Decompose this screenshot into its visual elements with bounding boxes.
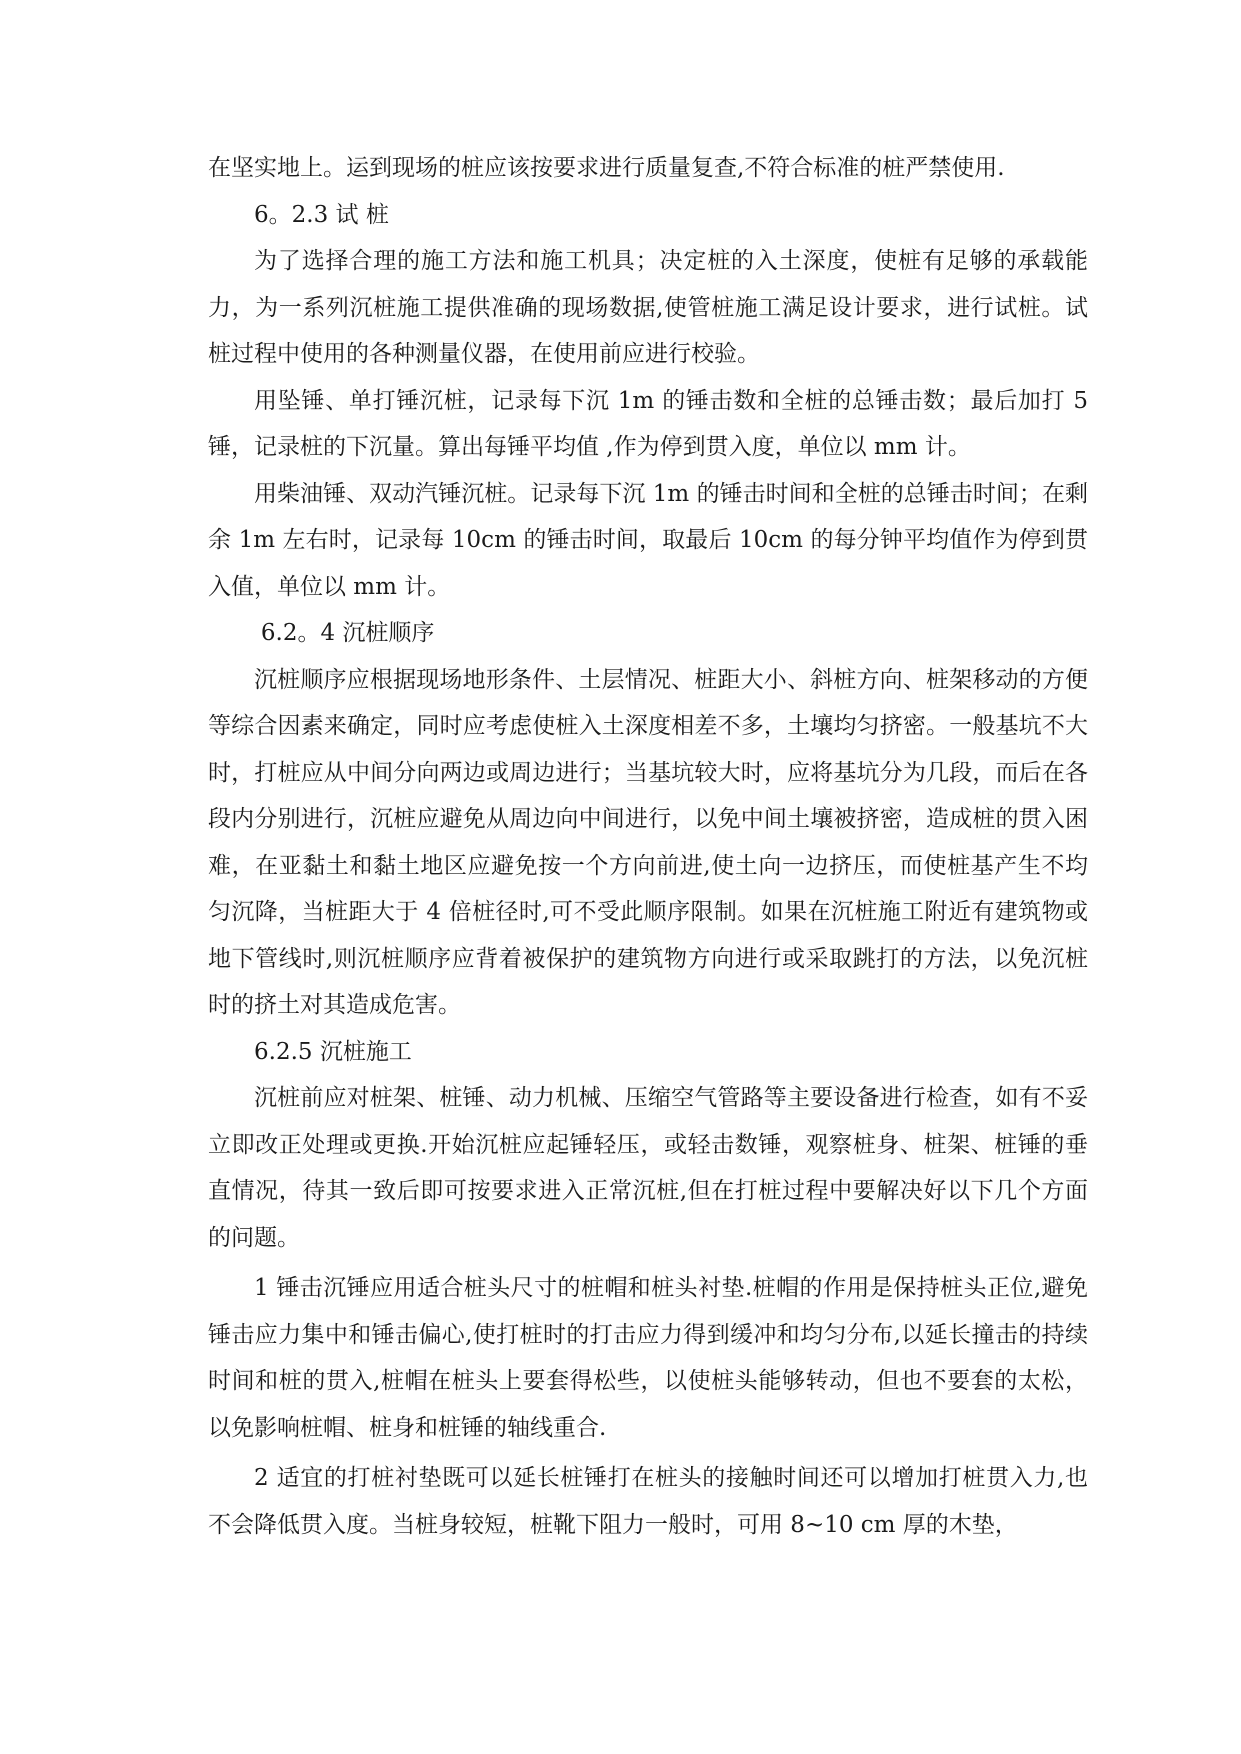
paragraph-pile-construction: 沉桩前应对桩架、桩锤、动力机械、压缩空气管路等主要设备进行检查，如有不妥立即改正处理或更换.开始沉桩应起锤轻压，或轻击数锤，观察桩身、桩架、桩锤的垂直情况，待其一致后即可按要求进入正常沉桩,但在打桩过程中要解决好以下几个方面的问题。	[208, 1085, 1088, 1251]
paragraph-pile-order: 沉桩顺序应根据现场地形条件、土层情况、桩距大小、斜桩方向、桩架移动的方便等综合因素来确定，同时应考虑使桩入土深度相差不多，土壤均匀挤密。一般基坑不大时，打桩应从中间分向两边或周边进行；当基坑较大时，应将基坑分为几段，而后在各段内分别进行，沉桩应避免从周边向中间进行，以免中间土壤被挤密，造成桩的贯入困难，在亚黏土和黏土地区应避免按一个方向前进,使土向一边挤压，而使桩基产生不均匀沉降，当桩距大于 4 倍桩径时,可不受此顺序限制。如果在沉桩施工附近有建筑物或地下管线时,则沉桩顺序应背着被保护的建筑物方向进行或采取跳打的方法，以免沉桩时的挤土对其造成危害。	[208, 666, 1088, 1018]
paragraph-test-pile-purpose: 为了选择合理的施工方法和施工机具；决定桩的入土深度，使桩有足够的承载能力，为一系列沉桩施工提供准确的现场数据,使管桩施工满足设计要求，进行试桩。试桩过程中使用的各种测量仪器，在使用前应进行校验。	[208, 248, 1088, 367]
paragraph-item-1: 1 锤击沉锤应用适合桩头尺寸的桩帽和桩头衬垫.桩帽的作用是保持桩头正位,避免锤击应力集中和锤击偏心,使打桩时的打击应力得到缓冲和均匀分布,以延长撞击的持续时间和桩的贯入,桩帽在桩头上要套得松些，以使桩头能够转动，但也不要套的太松，以免影响桩帽、桩身和桩锤的轴线重合.	[208, 1275, 1088, 1441]
section-heading-6-2-5: 6.2.5 沉桩施工	[254, 1038, 412, 1065]
section-heading-6-2-3: 6。2.3 试 桩	[254, 201, 389, 228]
paragraph-item-2: 2 适宜的打桩衬垫既可以延长桩锤打在桩头的接触时间还可以增加打桩贯入力,也不会降低贯入度。当桩身较短，桩靴下阻力一般时，可用 8~10 cm 厚的木垫，	[208, 1465, 1088, 1538]
paragraph-drop-hammer: 用坠锤、单打锤沉桩，记录每下沉 1m 的锤击数和全桩的总锤击数；最后加打 5 锤，记录桩的下沉量。算出每锤平均值 ,作为停到贯入度，单位以 mm 计。	[208, 387, 1088, 460]
section-heading-6-2-4: 6.2。4 沉桩顺序	[260, 620, 435, 646]
paragraph-continuation: 在坚实地上。运到现场的桩应该按要求进行质量复查,不符合标准的桩严禁使用.	[208, 155, 1005, 181]
paragraph-diesel-hammer: 用柴油锤、双动汽锤沉桩。记录每下沉 1m 的锤击时间和全桩的总锤击时间；在剩余 1m 左右时，记录每 10cm 的锤击时间，取最后 10cm 的每分钟平均值作为停到贯入值，单位以 mm 计。	[208, 480, 1088, 600]
document-body	[208, 145, 1088, 1548]
